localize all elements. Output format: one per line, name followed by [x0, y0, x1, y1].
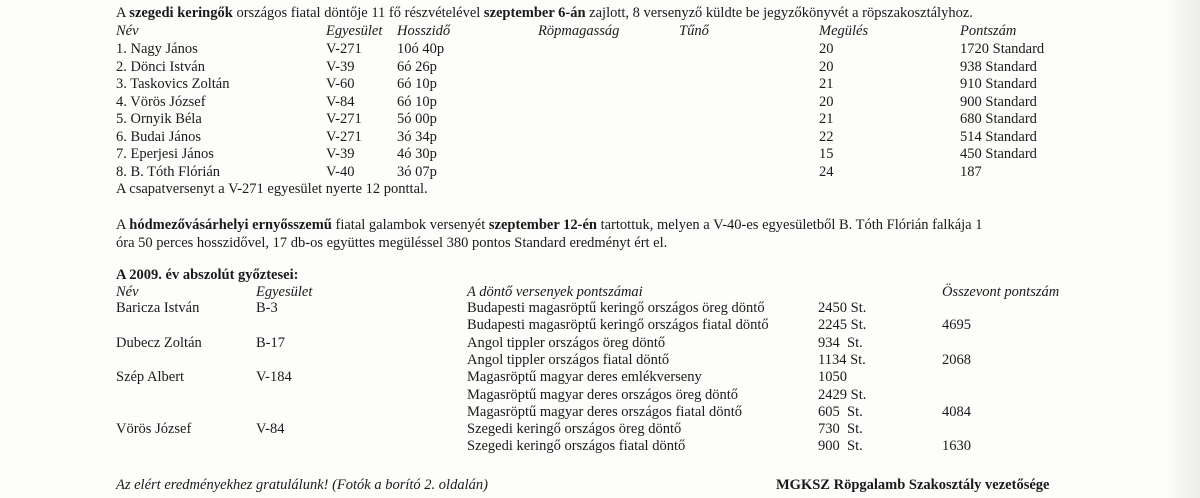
- header-disappear: Tűnő: [679, 23, 709, 39]
- cell-total: 2068: [942, 351, 971, 368]
- table-row: [0, 58, 1200, 76]
- cell-event: Szegedi keringő országos öreg döntő: [467, 421, 682, 438]
- para2-bold-date: szeptember 12-én: [488, 217, 597, 233]
- para2-text: A: [116, 217, 130, 233]
- cell-event: Angol tippler országos fiatal döntő: [467, 351, 670, 368]
- cell-name: 8. B. Tóth Flórián: [116, 163, 221, 180]
- cell-event: Budapesti magasröptű keringő országos öreg döntő: [467, 300, 765, 316]
- cell-points: 934 St.: [818, 334, 863, 351]
- cell-points: 1134 St.: [818, 351, 866, 368]
- table-row: [0, 40, 1200, 58]
- intro-text: zajlott, 8 versenyző küldte be jegyzőkönyvét a röpszakosztályhoz.: [585, 5, 973, 21]
- cell-duration: 3ó 07p: [397, 163, 437, 180]
- cell-event: Angol tippler országos öreg döntő: [467, 334, 666, 351]
- cell-club: B-17: [256, 334, 285, 351]
- cell-score: 450 Standard: [960, 146, 1037, 162]
- cell-total: 4695: [942, 317, 971, 334]
- cell-club: V-271: [326, 128, 362, 145]
- cell-duration: 10ó 40p: [397, 41, 445, 57]
- header-landing: Megülés: [819, 23, 869, 39]
- table-row: [0, 386, 1200, 404]
- table-row: [0, 93, 1200, 111]
- header-club: Egyesület: [326, 23, 383, 39]
- header-name: Név: [116, 284, 139, 300]
- intro-text: A: [116, 5, 130, 21]
- cell-points: 730 St.: [818, 421, 863, 438]
- cell-score: 938 Standard: [960, 58, 1037, 75]
- para2-text: tartottuk, melyen a V-40-es egyesületből B. Tóth Flórián falkája 1: [596, 217, 983, 233]
- table-row: [0, 145, 1200, 163]
- cell-name: Dubecz Zoltán: [116, 334, 202, 351]
- cell-landing: 24: [819, 163, 834, 180]
- cell-club: B-3: [256, 300, 278, 316]
- cell-score: 910 Standard: [960, 76, 1037, 92]
- cell-total: 1630: [942, 438, 971, 455]
- cell-event: Budapesti magasröptű keringő országos fiatal döntő: [467, 317, 769, 334]
- cell-name: Baricza István: [116, 300, 200, 316]
- cell-points: 2245 St.: [818, 317, 867, 334]
- para2-bold-event: hódmezővásárhelyi ernyősszemű: [129, 217, 332, 233]
- cell-landing: 21: [819, 76, 834, 92]
- cell-event: Magasröptű magyar deres országos öreg döntő: [467, 386, 738, 403]
- table-row: [0, 420, 1200, 438]
- cell-points: 2450 St.: [818, 300, 867, 316]
- cell-club: V-60: [326, 76, 355, 92]
- cell-name: 4. Vörös József: [116, 93, 206, 110]
- winners-title: A 2009. év abszolút győztesei:: [116, 267, 299, 283]
- table-row: [0, 75, 1200, 93]
- cell-duration: 6ó 26p: [397, 58, 437, 75]
- table-row: [0, 110, 1200, 128]
- cell-landing: 20: [819, 93, 834, 110]
- cell-points: 900 St.: [818, 438, 863, 455]
- para2-text: fiatal galambok versenyét: [331, 217, 489, 233]
- cell-score: 514 Standard: [960, 128, 1037, 145]
- cell-landing: 20: [819, 58, 834, 75]
- cell-landing: 20: [819, 41, 834, 57]
- page-edge-shadow: [1164, 0, 1200, 498]
- header-club: Egyesület: [256, 284, 313, 300]
- team-result-note: A csapatversenyt a V-271 egyesület nyerte 12 ponttal.: [116, 181, 428, 197]
- cell-name: Szép Albert: [116, 369, 185, 386]
- table1-header: [0, 22, 1200, 40]
- cell-points: 2429 St.: [818, 386, 867, 403]
- header-total-score: Összevont pontszám: [942, 284, 1060, 300]
- cell-club: V-39: [326, 146, 355, 162]
- cell-points: 605 St.: [818, 403, 863, 420]
- footer-signature: MGKSZ Röpgalamb Szakosztály vezetősége: [776, 477, 1050, 493]
- cell-event: Magasröptű magyar deres emlékverseny: [467, 369, 702, 386]
- table-row: [0, 163, 1200, 181]
- cell-landing: 22: [819, 128, 834, 145]
- cell-name: 1. Nagy János: [116, 41, 198, 57]
- cell-duration: 4ó 30p: [397, 146, 437, 162]
- footer-congratulations: Az elért eredményekhez gratulálunk! (Fotók a borító 2. oldalán): [116, 477, 488, 493]
- cell-duration: 3ó 34p: [397, 128, 437, 145]
- cell-club: V-184: [256, 369, 292, 386]
- header-final-scores: A döntő versenyek pontszámai: [467, 284, 643, 300]
- paragraph-2-line-2: óra 50 perces hosszidővel, 17 db-os együttes megüléssel 380 pontos Standard eredményt ért el.: [116, 235, 668, 251]
- header-altitude: Röpmagasság: [538, 23, 620, 39]
- cell-club: V-84: [256, 421, 285, 438]
- cell-name: 2. Dönci István: [116, 58, 205, 75]
- intro-bold-event: szegedi keringők: [129, 5, 233, 21]
- table-row: [0, 128, 1200, 146]
- cell-duration: 5ó 00p: [397, 111, 437, 127]
- cell-name: 6. Budai János: [116, 128, 201, 145]
- header-duration: Hosszidő: [397, 23, 451, 39]
- cell-event: Szegedi keringő országos fiatal döntő: [467, 438, 686, 455]
- cell-landing: 21: [819, 111, 834, 127]
- cell-club: V-39: [326, 58, 355, 75]
- cell-score: 900 Standard: [960, 93, 1037, 110]
- intro-text: országos fiatal döntője 11 fő részvételével: [232, 5, 484, 21]
- cell-event: Magasröptű magyar deres országos fiatal döntő: [467, 403, 743, 420]
- cell-club: V-84: [326, 93, 355, 110]
- cell-points: 1050: [818, 369, 847, 386]
- cell-name: 7. Eperjesi János: [116, 146, 214, 162]
- table-row: [0, 334, 1200, 352]
- intro-paragraph: [116, 4, 973, 22]
- cell-duration: 6ó 10p: [397, 76, 437, 92]
- cell-score: 187: [960, 163, 982, 180]
- cell-club: V-40: [326, 163, 355, 180]
- cell-total: 4084: [942, 403, 971, 420]
- cell-score: 1720 Standard: [960, 41, 1045, 57]
- header-score: Pontszám: [960, 23, 1017, 39]
- cell-landing: 15: [819, 146, 834, 162]
- table-row: [0, 351, 1200, 369]
- header-name: Név: [116, 23, 139, 39]
- cell-club: V-271: [326, 111, 362, 127]
- cell-club: V-271: [326, 41, 362, 57]
- cell-score: 680 Standard: [960, 111, 1037, 127]
- cell-name: Vörös József: [116, 421, 192, 438]
- table-row: [0, 437, 1200, 455]
- table-row: [0, 316, 1200, 334]
- table-row: [0, 403, 1200, 421]
- table-row: [0, 299, 1200, 317]
- table-row: [0, 368, 1200, 386]
- cell-duration: 6ó 10p: [397, 93, 437, 110]
- paragraph-2: [116, 216, 983, 234]
- intro-bold-date: szeptember 6-án: [483, 5, 586, 21]
- cell-name: 3. Taskovics Zoltán: [116, 76, 230, 92]
- cell-name: 5. Ornyik Béla: [116, 111, 202, 127]
